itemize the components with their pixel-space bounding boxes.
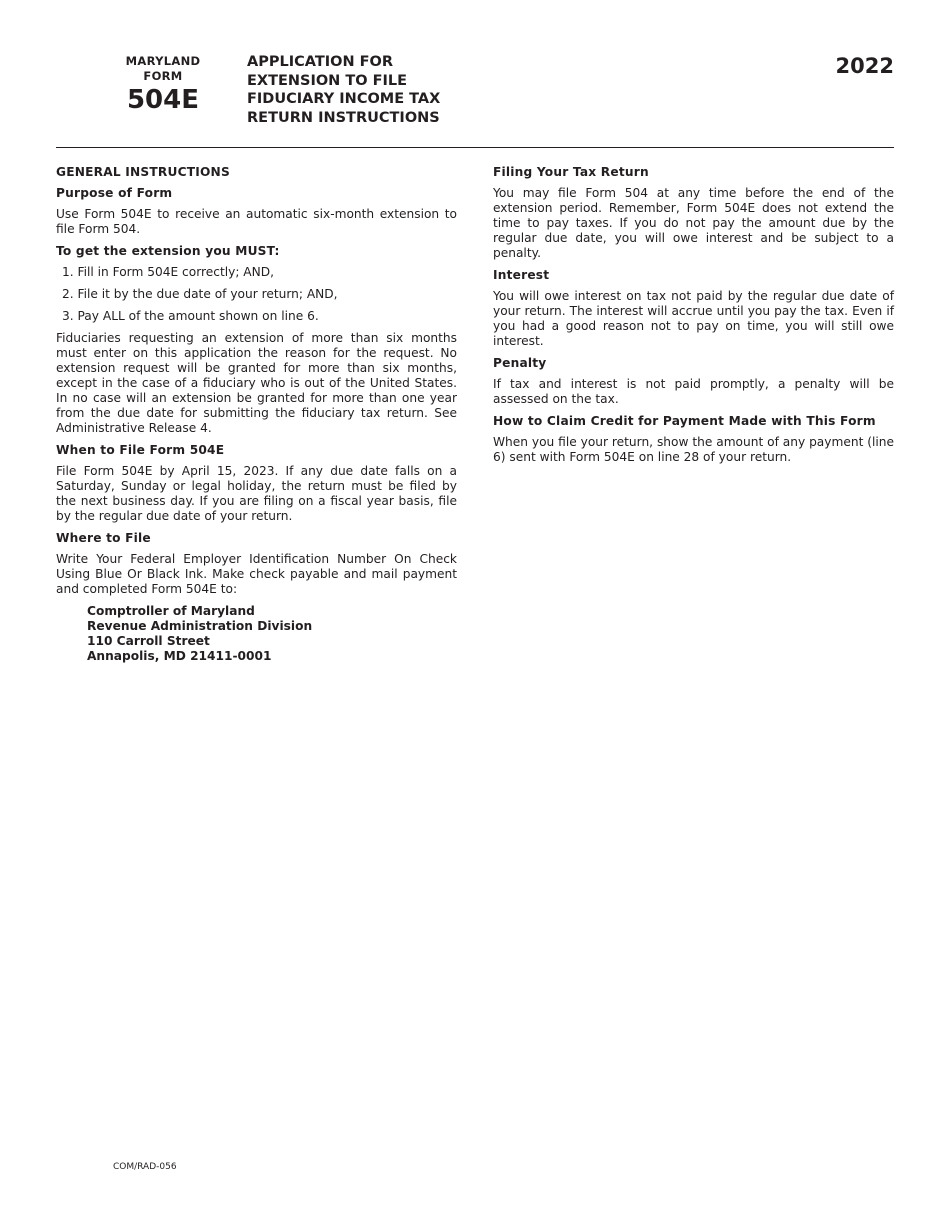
tax-year: 2022 <box>835 54 894 78</box>
title-line: APPLICATION FOR <box>247 54 394 70</box>
list-item: 2. File it by the due date of your return; AND, <box>62 287 338 301</box>
general-instructions-heading: GENERAL INSTRUCTIONS <box>56 165 230 179</box>
where-to-file-heading: Where to File <box>56 531 151 545</box>
page-header <box>0 0 950 150</box>
address-line: Comptroller of Maryland <box>87 604 255 618</box>
mailing-address <box>87 604 457 664</box>
document-title <box>247 53 547 127</box>
penalty-text: If tax and interest is not paid promptly, a penalty will be assessed on the tax. <box>493 377 894 406</box>
list-item: 3. Pay ALL of the amount shown on line 6. <box>62 309 319 323</box>
title-line: FIDUCIARY INCOME TAX <box>247 91 441 107</box>
form-number: 504E <box>126 85 200 115</box>
form-code: COM/RAD-056 <box>113 1162 177 1172</box>
form-label: FORM <box>143 69 183 83</box>
when-to-file-heading: When to File Form 504E <box>56 443 225 457</box>
state-label: MARYLAND <box>125 54 201 68</box>
credit-heading: How to Claim Credit for Payment Made with This Form <box>493 414 876 428</box>
purpose-text: Use Form 504E to receive an automatic six-month extension to file Form 504. <box>56 207 457 236</box>
title-line: EXTENSION TO FILE <box>247 72 408 89</box>
must-heading: To get the extension you MUST: <box>56 244 280 258</box>
left-column <box>56 165 457 664</box>
interest-heading: Interest <box>493 268 550 282</box>
purpose-heading: Purpose of Form <box>56 186 173 200</box>
credit-text: When you file your return, show the amount of any payment (line 6) sent with Form 504E on line 28 of your return. <box>493 435 894 464</box>
address-line: Annapolis, MD 21411-0001 <box>87 649 272 663</box>
address-line: Revenue Administration Division <box>87 619 313 633</box>
form-identifier <box>113 54 213 115</box>
address-line: 110 Carroll Street <box>87 634 210 648</box>
where-to-file-text: Write Your Federal Employer Identification Number On Check Using Blue Or Black Ink. Make check payable and mail payment and completed Form 504E to: <box>56 552 457 596</box>
requirements-list <box>56 265 457 324</box>
penalty-heading: Penalty <box>493 356 547 370</box>
when-to-file-text: File Form 504E by April 15, 2023. If any due date falls on a Saturday, Sunday or legal holiday, the return must be filed by the next business day. If you are filing on a fiscal year basis, file by the regular due date of your return. <box>56 464 457 523</box>
right-column <box>493 165 894 472</box>
filing-heading: Filing Your Tax Return <box>493 165 649 179</box>
interest-text: You will owe interest on tax not paid by the regular due date of your return. The interest will accrue until you pay the tax. Even if you had a good reason not to pay on time, you will still owe interest. <box>493 289 894 348</box>
header-divider <box>56 147 894 148</box>
fiduciaries-text: Fiduciaries requesting an extension of more than six months must enter on this application the reason for the request. No extension request will be granted for more than six months, except in the case of a fiduciary who is out of the United States. In no case will an extension be granted for more than one year from the due date for submitting the fiduciary tax return. See Administrative Release 4. <box>56 331 457 435</box>
title-line: RETURN INSTRUCTIONS <box>247 109 440 126</box>
filing-text: You may file Form 504 at any time before the end of the extension period. Remember, Form 504E does not extend the time to pay taxes. If you do not pay the amount due by the regular due date, you will owe interest and be subject to a penalty. <box>493 186 894 260</box>
list-item: 1. Fill in Form 504E correctly; AND, <box>62 265 275 279</box>
